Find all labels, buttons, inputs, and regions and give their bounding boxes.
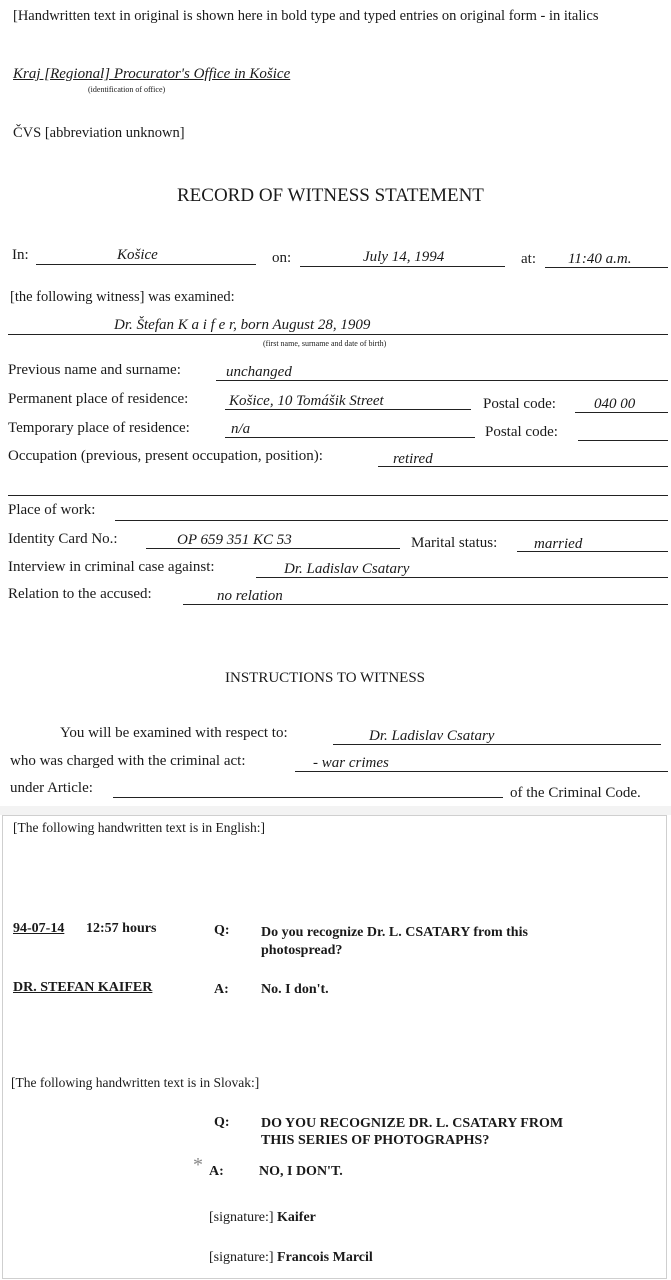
postal-label: Postal code: — [483, 396, 556, 412]
witness-name: DR. STEFAN KAIFER — [13, 980, 153, 995]
office-name: Kraj [Regional] Procurator's Office in Košice — [13, 66, 291, 82]
at-label: at: — [521, 251, 536, 267]
in-line — [36, 264, 256, 265]
work-label: Place of work: — [8, 502, 96, 518]
charged-label: who was charged with the criminal act: — [10, 753, 246, 769]
charged-value: - war crimes — [313, 755, 389, 771]
on-line — [300, 266, 505, 267]
temp-res-line — [225, 437, 475, 438]
signature-label-1 — [209, 1210, 316, 1226]
signature-label-2 — [209, 1250, 373, 1266]
answer-slovak: NO, I DON'T. — [259, 1164, 343, 1179]
in-value: Košice — [117, 247, 158, 263]
criminal-code-label: of the Criminal Code. — [510, 785, 641, 801]
relation-label: Relation to the accused: — [8, 586, 152, 602]
case-value: Dr. Ladislav Csatary — [284, 561, 410, 577]
cvs-label: ČVS [abbreviation unknown] — [13, 125, 185, 141]
id-value: OP 659 351 KC 53 — [177, 532, 292, 548]
statement-date: 94-07-14 — [13, 921, 65, 936]
page-gap — [0, 806, 671, 815]
examined-label: [the following witness] was examined: — [10, 289, 235, 305]
perm-res-value: Košice, 10 Tomášik Street — [229, 393, 384, 409]
on-value: July 14, 1994 — [363, 249, 445, 265]
q-label-english: Q: — [214, 923, 230, 938]
slovak-note: [The following handwritten text is in Slovak:] — [11, 1075, 260, 1090]
postal-line-2 — [578, 440, 668, 441]
on-label: on: — [272, 250, 292, 266]
id-label: Identity Card No.: — [8, 531, 118, 547]
answer-english: No. I don't. — [261, 982, 329, 997]
occupation-line-2 — [8, 495, 668, 496]
perm-res-label: Permanent place of residence: — [8, 391, 189, 407]
page-title: RECORD OF WITNESS STATEMENT — [177, 185, 484, 206]
handwritten-page — [2, 815, 667, 1279]
examined-respect-value: Dr. Ladislav Csatary — [369, 728, 495, 744]
witness-caption: (first name, surname and date of birth) — [263, 339, 387, 348]
signature-name-1: Kaifer — [277, 1210, 316, 1225]
instructions-title: INSTRUCTIONS TO WITNESS — [225, 670, 426, 686]
postal-value: 040 00 — [594, 396, 636, 412]
office-caption: (identification of office) — [88, 85, 166, 94]
occupation-value: retired — [393, 451, 433, 467]
marital-value: married — [534, 536, 583, 552]
temp-res-value: n/a — [231, 421, 251, 437]
english-note: [The following handwritten text is in English:] — [13, 820, 265, 835]
witness-value: Dr. Štefan K a i f e r, born August 28, 1909 — [114, 317, 371, 333]
statement-time: 12:57 hours — [86, 921, 157, 936]
question-english-line2: photospread? — [261, 943, 343, 958]
postal-label-2: Postal code: — [485, 424, 558, 440]
occupation-label: Occupation (previous, present occupation, position): — [8, 448, 323, 464]
work-line — [115, 520, 668, 521]
signature-label-text-1: [signature:] — [209, 1210, 274, 1225]
prev-name-label: Previous name and surname: — [8, 362, 181, 378]
signature-label-text-2: [signature:] — [209, 1250, 274, 1265]
signature-name-2: Francois Marcil — [277, 1250, 373, 1265]
prev-name-value: unchanged — [226, 364, 292, 380]
asterisk-mark: * — [193, 1154, 203, 1176]
case-label: Interview in criminal case against: — [8, 559, 215, 575]
q-label-slovak: Q: — [214, 1115, 230, 1130]
temp-res-label: Temporary place of residence: — [8, 420, 190, 436]
marital-label: Marital status: — [411, 535, 498, 551]
question-slovak-line1: DO YOU RECOGNIZE DR. L. CSATARY FROM — [261, 1116, 564, 1131]
at-value: 11:40 a.m. — [568, 251, 632, 267]
article-line — [113, 797, 503, 798]
examined-respect-label: You will be examined with respect to: — [60, 725, 288, 741]
a-label-english: A: — [214, 982, 229, 997]
a-label-slovak: A: — [209, 1164, 224, 1179]
in-label: In: — [12, 247, 29, 263]
witness-line — [8, 334, 668, 335]
question-english-line1: Do you recognize Dr. L. CSATARY from this — [261, 925, 528, 940]
header-note: [Handwritten text in original is shown here in bold type and typed entries on original form - in italics — [13, 8, 599, 24]
relation-value: no relation — [217, 588, 283, 604]
article-label: under Article: — [10, 780, 93, 796]
question-slovak-line2: THIS SERIES OF PHOTOGRAPHS? — [261, 1133, 490, 1148]
